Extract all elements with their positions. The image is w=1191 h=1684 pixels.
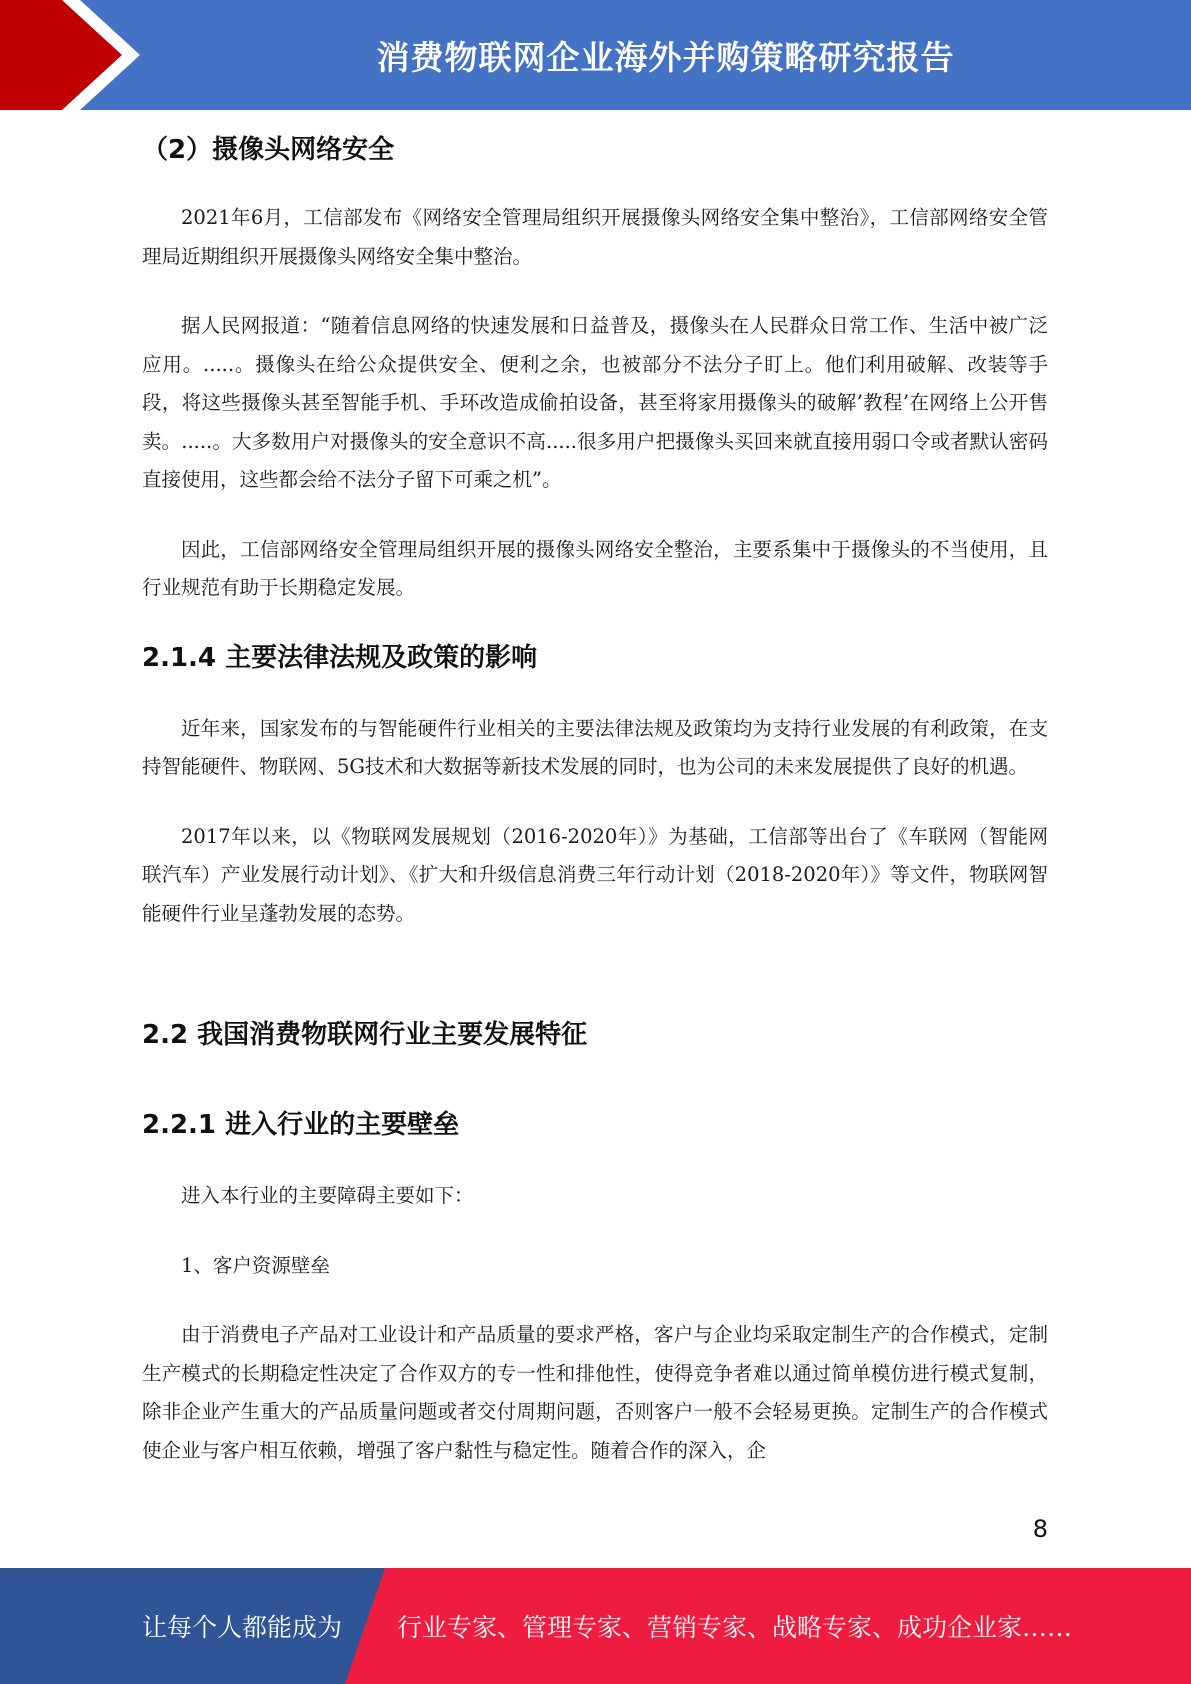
- heading-2-2: 2.2 我国消费物联网行业主要发展特征: [142, 1020, 588, 1050]
- document-body: [142, 120, 1048, 1470]
- footer-slogan-left: 让每个人都能成为: [142, 1613, 343, 1642]
- paragraph: 据人民网报道：“随着信息网络的快速发展和日益普及，摄像头在人民群众日常工作、生活中被广泛应用。.....。摄像头在给公众提供安全、便利之余，也被部分不法分子盯上。他们利用破解、改装等手段，将这些摄像头甚至智能手机、手环改造成偷拍设备，甚至将家用摄像头的破解’教程’在网络上公开售卖。.....。大多数用户对摄像头的安全意识不高.....很多用户把摄像头买回来就直接用弱口令或者默认密码直接使用，这些都会给不法分子留下可乘之机”。: [142, 314, 1048, 491]
- page-number: 8: [1032, 1515, 1048, 1543]
- paragraph: 2021年6月，工信部发布《网络安全管理局组织开展摄像头网络安全集中整治》，工信部网络安全管理局近期组织开展摄像头网络安全集中整治。: [142, 206, 1048, 268]
- footer-slogan-right: 行业专家、管理专家、营销专家、战略专家、成功企业家……: [397, 1613, 1073, 1642]
- heading-camera-security: （2）摄像头网络安全: [142, 135, 395, 165]
- paragraph: 1、客户资源壁垒: [181, 1253, 330, 1277]
- paragraph: 2017年以来，以《物联网发展规划（2016-2020年）》为基础，工信部等出台了《车联网（智能网联汽车）产业发展行动计划》、《扩大和升级信息消费三年行动计划（2018-2020年）》等文件，物联网智能硬件行业呈蓬勃发展的态势。: [142, 824, 1048, 925]
- page-footer: [0, 1568, 1191, 1684]
- paragraph: 由于消费电子产品对工业设计和产品质量的要求严格，客户与企业均采取定制生产的合作模式，定制生产模式的长期稳定性决定了合作双方的专一性和排他性，使得竞争者难以通过简单模仿进行模式复制，除非企业产生重大的产品质量问题或者交付周期问题，否则客户一般不会轻易更换。定制生产的合作模式使企业与客户相互依赖，增强了客户黏性与稳定性。随着合作的深入，企: [142, 1323, 1048, 1462]
- paragraph: 因此，工信部网络安全管理局组织开展的摄像头网络安全整治，主要系集中于摄像头的不当使用，且行业规范有助于长期稳定发展。: [142, 537, 1048, 599]
- paragraph: 近年来，国家发布的与智能硬件行业相关的主要法律法规及政策均为支持行业发展的有利政策，在支持智能硬件、物联网、5G技术和大数据等新技术发展的同时，也为公司的未来发展提供了良好的机遇。: [142, 716, 1048, 778]
- heading-2-2-1: 2.2.1 进入行业的主要壁垒: [142, 1110, 460, 1140]
- heading-2-1-4: 2.1.4 主要法律法规及政策的影响: [142, 642, 538, 673]
- report-title: 消费物联网企业海外并购策略研究报告: [376, 37, 955, 77]
- page-header: [0, 0, 1191, 110]
- paragraph: 进入本行业的主要障碍主要如下：: [181, 1184, 474, 1207]
- header-chevron-decoration: [0, 0, 150, 110]
